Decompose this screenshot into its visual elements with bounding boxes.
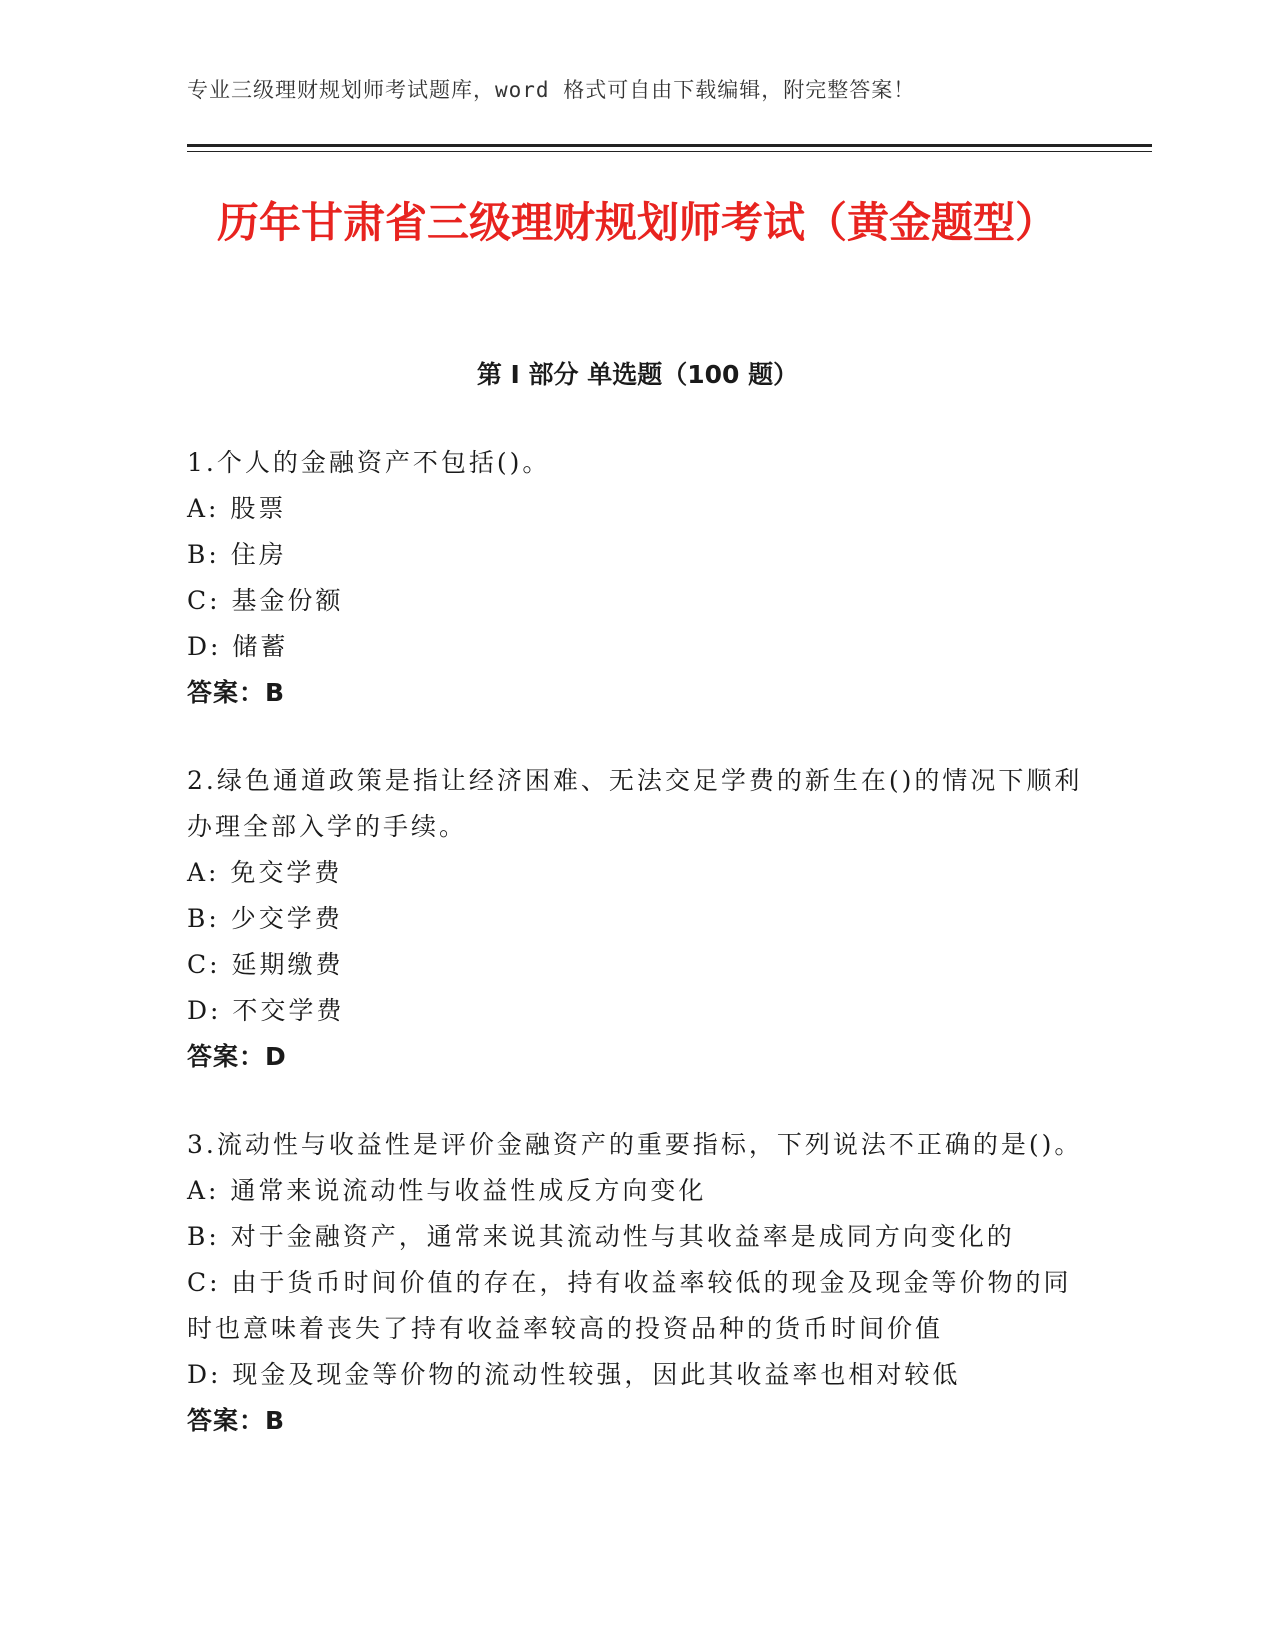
option-c: C: 基金份额	[187, 586, 344, 615]
question-stem: 3.流动性与收益性是评价金融资产的重要指标，下列说法不正确的是()。	[187, 1130, 1083, 1159]
option-d: D: 现金及现金等价物的流动性较强，因此其收益率也相对较低	[187, 1360, 961, 1389]
question-stem: 2.绿色通道政策是指让经济困难、无法交足学费的新生在()的情况下顺利办理全部入学的手续。	[187, 766, 1083, 841]
option-a: A: 通常来说流动性与收益性成反方向变化	[187, 1176, 707, 1205]
question-2	[187, 758, 1087, 1080]
section-title: 第 I 部分 单选题（100 题）	[476, 360, 799, 389]
header-note: 专业三级理财规划师考试题库，word 格式可自由下载编辑，附完整答案！	[187, 78, 916, 102]
question-1	[187, 440, 1087, 716]
document-title: 历年甘肃省三级理财规划师考试（黄金题型）	[216, 198, 1057, 247]
answer: 答案：B	[187, 678, 286, 707]
option-a: A: 股票	[187, 494, 287, 523]
question-3	[187, 1122, 1087, 1444]
option-c: C: 由于货币时间价值的存在，持有收益率较低的现金及现金等价物的同时也意味着丧失了持有收益率较高的投资品种的货币时间价值	[187, 1268, 1072, 1343]
header-rule-thin	[187, 151, 1152, 152]
question-stem: 1.个人的金融资产不包括()。	[187, 448, 551, 477]
option-b: B: 对于金融资产，通常来说其流动性与其收益率是成同方向变化的	[187, 1222, 1015, 1251]
option-c: C: 延期缴费	[187, 950, 344, 979]
question-list	[187, 440, 1087, 1486]
option-d: D: 储蓄	[187, 632, 289, 661]
option-d: D: 不交学费	[187, 996, 345, 1025]
option-b: B: 少交学费	[187, 904, 343, 933]
option-a: A: 免交学费	[187, 858, 343, 887]
option-b: B: 住房	[187, 540, 287, 569]
answer: 答案：D	[187, 1042, 287, 1071]
header-rule-thick	[187, 144, 1152, 147]
answer: 答案：B	[187, 1406, 286, 1435]
